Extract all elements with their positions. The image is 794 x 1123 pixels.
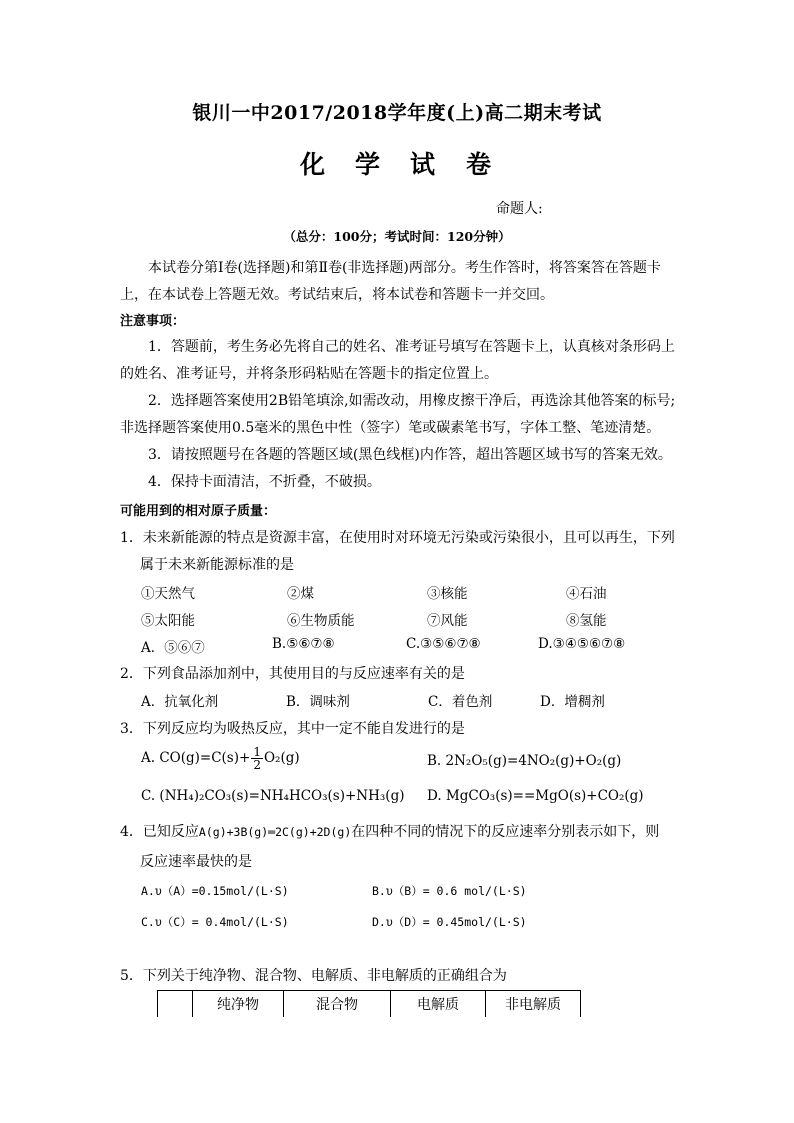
note-line: 1．答题前，考生务必先将自己的姓名、准考证号填写在答题卡上，认真核对条形码上 [148,339,675,355]
question-stem: 1．未来新能源的特点是资源丰富，在使用时对环境无污染或污染很小，且可以再生，下列 [120,530,675,546]
note-line: 非选择题答案使用0.5毫米的黑色中性（签字）笔或碳素笔书写，字体工整、笔迹清楚。 [120,420,661,436]
table-header-cell: 电解质 [391,991,486,1018]
q1-item: ⑧氢能 [566,613,607,629]
table-header-cell [158,991,193,1018]
author-label: 命题人: [496,201,543,217]
option-d: D．增稠剂 [540,694,605,710]
question-stem: 3．下列反应均为吸热反应，其中一定不能自发进行的是 [120,721,465,737]
table-header-cell: 纯净物 [193,991,284,1018]
question-number: 4．已知反应 [120,824,199,840]
question-stem: 5．下列关于纯净物、混合物、电解质、非电解质的正确组合为 [120,968,507,984]
option-d: D.υ（D）= 0.45mol/(L·S) [372,915,527,929]
table-header-cell: 混合物 [284,991,391,1018]
option-a: A．抗氧化剂 [141,694,219,710]
fraction-numerator: 1 [253,745,261,759]
option-a-suffix: O₂(g) [263,750,300,766]
option-c: C.υ（C）= 0.4mol/(L·S) [141,915,289,929]
exam-meta: （总分：100分；考试时间：120分钟） [283,229,511,244]
option-b: B.υ（B）= 0.6 mol/(L·S) [372,884,527,898]
table-header-row [158,991,581,1018]
answer-table [157,990,581,1017]
subject-char: 试 [410,150,436,179]
option-b: B．调味剂 [286,694,350,710]
subject-char: 学 [355,150,381,179]
option-c: C. (NH₄)₂CO₃(s)=NH₄HCO₃(s)+NH₃(g) [141,788,405,804]
option-a: A.υ（A）=0.15mol/(L·S) [141,884,289,898]
note-line: 4．保持卡面清洁，不折叠，不破损。 [148,474,381,490]
q1-item: ①天然气 [141,586,195,602]
fraction [251,746,263,771]
q1-item: ④石油 [566,586,607,602]
notes-heading: 注意事项： [120,314,186,329]
subject-char: 化 [300,150,326,179]
note-line: 3．请按照题号在各题的答题区域(黑色线框)内作答，超出答题区域书写的答案无效。 [148,447,672,463]
option-a: A．⑤⑥⑦ [141,640,205,656]
fraction-denominator: 2 [253,758,261,772]
q1-item: ③核能 [427,586,468,602]
option-b: B. 2N₂O₅(g)=4NO₂(g)+O₂(g) [427,753,622,769]
option-b: B.⑤⑥⑦⑧ [272,636,335,652]
exam-title: 银川一中2017/2018学年度(上)高二期末考试 [192,102,602,124]
option-a-prefix: A. CO(g)=C(s)+ [141,750,251,766]
q1-item: ⑥生物质能 [287,613,355,629]
option-c: C.③⑤⑥⑦⑧ [406,636,481,652]
atomic-mass-heading: 可能用到的相对原子质量： [120,504,277,519]
q1-item: ②煤 [287,586,314,602]
question-stem [120,821,659,841]
note-line: 2．选择题答案使用2B铅笔填涂,如需改动，用橡皮擦干净后，再选涂其他答案的标号; [148,393,676,409]
table-header-cell: 非电解质 [486,991,581,1018]
option-d: D.③④⑤⑥⑦⑧ [538,636,626,652]
intro-line: 上，在本试卷上答题无效。考试结束后，将本试卷和答题卡一并交回。 [120,287,554,303]
question-stem-rest: 在四种不同的情况下的反应速率分别表示如下，则 [351,824,660,840]
option-a [141,746,300,771]
q1-item: ⑤太阳能 [141,613,195,629]
reaction-equation: A(g)+3B(g)═2C(g)+2D(g) [198,825,352,839]
question-stem: 2．下列食品添加剂中，其使用目的与反应速率有关的是 [120,666,465,682]
option-c: C．着色剂 [428,694,493,710]
note-line: 的姓名、准考证号，并将条形码粘贴在答题卡的指定位置上。 [120,366,498,382]
question-stem: 反应速率最快的是 [140,854,252,870]
subject-char: 卷 [466,150,492,179]
option-d: D. MgCO₃(s)==MgO(s)+CO₂(g) [427,788,644,804]
intro-line: 本试卷分第Ⅰ卷(选择题)和第Ⅱ卷(非选择题)两部分。考生作答时，将答案答在答题卡 [148,260,661,276]
q1-item: ⑦风能 [427,613,468,629]
question-stem: 属于未来新能源标准的是 [140,557,294,573]
